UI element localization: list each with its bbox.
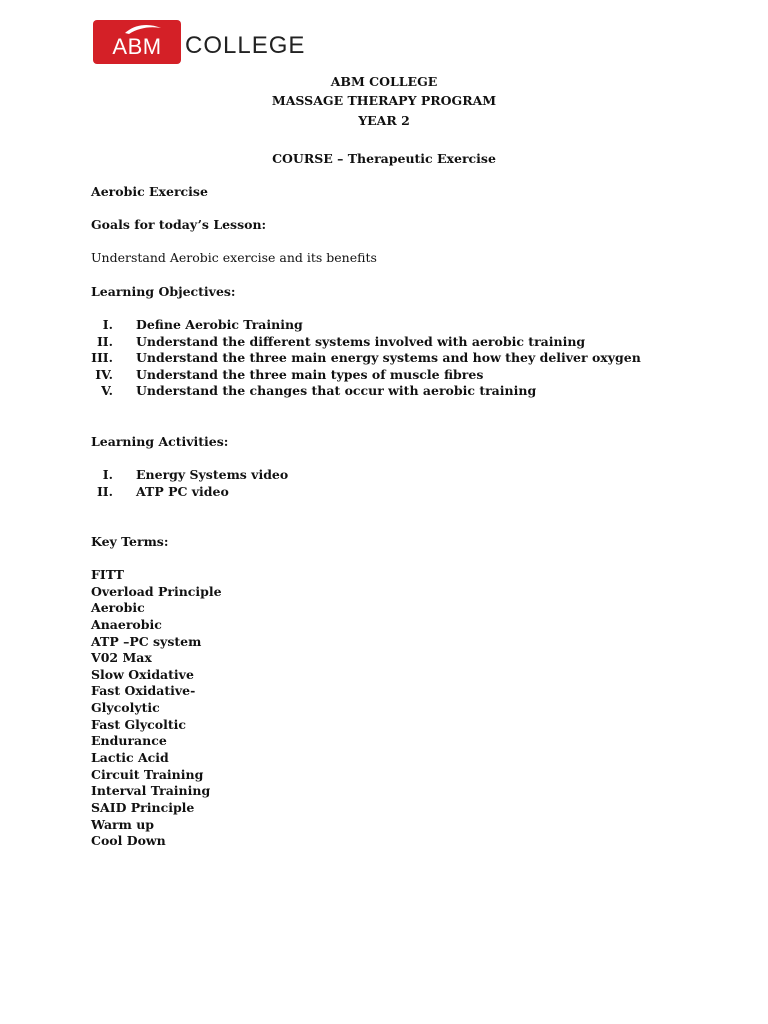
- objective-number: III.: [91, 350, 113, 366]
- header-college-name: ABM COLLEGE: [330, 74, 438, 89]
- key-term: SAID Principle: [91, 799, 195, 815]
- key-term: FITT: [91, 567, 124, 582]
- key-term: Circuit Training: [91, 766, 204, 782]
- objective-text: Understand the three main energy systems and how they deliver oxygen: [136, 350, 641, 366]
- key-terms-list: [91, 567, 222, 850]
- header-program: MASSAGE THERAPY PROGRAM: [271, 93, 497, 108]
- course-title: COURSE – Therapeutic Exercise: [272, 151, 496, 166]
- key-term: Overload Principle: [91, 583, 222, 599]
- key-term: Interval Training: [91, 783, 211, 799]
- abm-college-logo: [93, 19, 305, 65]
- objective-text: Understand the three main types of muscle fibres: [136, 366, 484, 382]
- objective-number: I.: [102, 317, 113, 332]
- key-term: Aerobic: [91, 600, 145, 616]
- key-term: Slow Oxidative: [91, 666, 194, 682]
- activity-number: II.: [96, 483, 113, 499]
- logo-red-box: [93, 20, 181, 64]
- key-term: V02 Max: [91, 650, 152, 666]
- key-term: Glycolytic: [91, 700, 160, 716]
- goals-heading: Goals for today’s Lesson:: [91, 217, 267, 232]
- key-term: Endurance: [91, 733, 167, 749]
- key-term: Anaerobic: [91, 616, 162, 632]
- objective-text: Define Aerobic Training: [136, 317, 303, 332]
- objective-number: II.: [96, 333, 113, 349]
- key-terms-heading: Key Terms:: [91, 534, 169, 549]
- header-year: YEAR 2: [358, 113, 410, 128]
- activity-text: Energy Systems video: [136, 467, 289, 482]
- key-term: Warm up: [91, 816, 155, 832]
- activity-text: ATP PC video: [136, 483, 229, 499]
- topic-heading: Aerobic Exercise: [91, 184, 208, 199]
- activity-number: I.: [102, 467, 113, 482]
- objective-text: Understand the changes that occur with aerobic training: [136, 383, 537, 399]
- key-term: Fast Glycoltic: [91, 716, 186, 732]
- objectives-heading: Learning Objectives:: [91, 284, 236, 299]
- logo-college-text: COLLEGE: [185, 32, 306, 59]
- key-term: Cool Down: [91, 833, 166, 849]
- objective-number: V.: [101, 383, 113, 399]
- objective-text: Understand the different systems involved with aerobic training: [136, 333, 586, 349]
- key-term: Lactic Acid: [91, 750, 169, 766]
- goals-text: Understand Aerobic exercise and its benefits: [91, 250, 377, 265]
- objective-number: IV.: [95, 366, 113, 382]
- key-term: Fast Oxidative-: [91, 683, 196, 699]
- activities-heading: Learning Activities:: [91, 434, 229, 449]
- logo-swoosh-icon: [123, 22, 163, 36]
- logo-abm-text: ABM: [112, 34, 162, 59]
- key-term: ATP –PC system: [91, 633, 202, 649]
